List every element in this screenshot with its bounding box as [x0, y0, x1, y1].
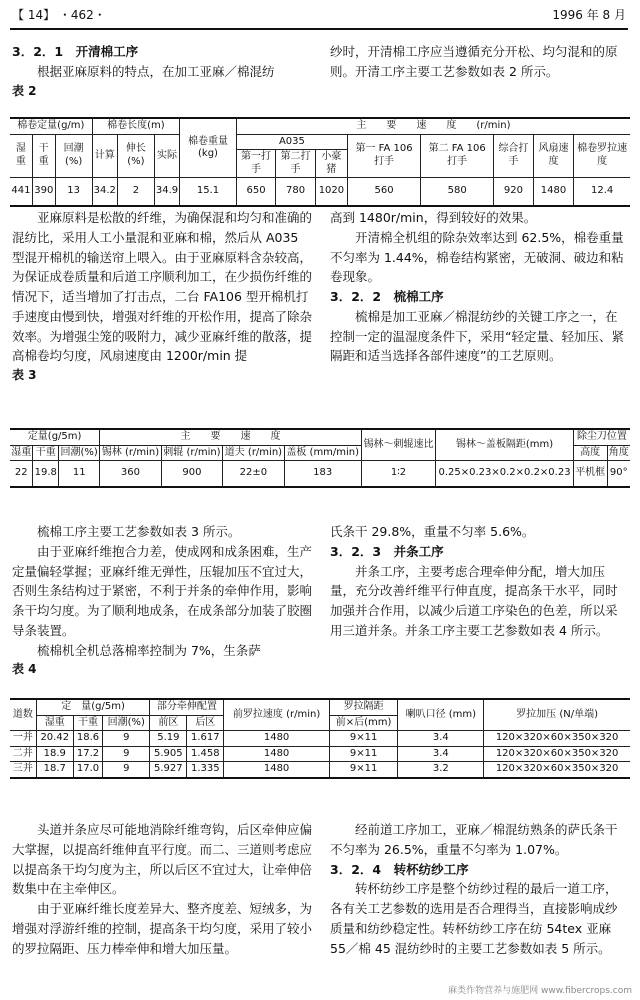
table-cell: 1.335 — [187, 762, 224, 778]
page-number: 【 14】 ・462・ — [12, 8, 106, 22]
section-heading-324: 3．2．4 转杯纺纱工序 — [330, 861, 469, 877]
table-4 — [10, 698, 630, 779]
table-cell: 19.8 — [33, 461, 59, 487]
table-3 — [10, 428, 630, 488]
table-cell: 15.1 — [180, 178, 237, 206]
table-header: 棉卷长度(m) — [92, 118, 180, 134]
table-header: 角度 — [607, 445, 630, 461]
table-cell: 1480 — [224, 762, 330, 778]
table-header: 刺辊 (r/min) — [161, 445, 222, 461]
table-cell: 3.4 — [398, 746, 484, 762]
table-cell: 1020 — [315, 178, 347, 206]
table-header: 干重 — [73, 715, 103, 731]
table-cell: 1480 — [224, 746, 330, 762]
table-cell: 9 — [103, 762, 150, 778]
table-cell: 441 — [10, 178, 32, 206]
table-header: 定 量(g/5m) — [36, 699, 150, 715]
table-cell: 9 — [103, 746, 150, 762]
table-header: A035 — [236, 134, 347, 150]
table-header: 除尘刀位置 — [573, 429, 630, 445]
table-header: 棉卷罗拉速度 — [574, 134, 630, 178]
table-cell: 1480 — [224, 731, 330, 747]
section-heading-323: 3．2．3 并条工序 — [330, 543, 444, 559]
table-cell: 0.25×0.23×0.2×0.2×0.23 — [436, 461, 574, 487]
table-cell: 17.0 — [73, 762, 103, 778]
table-header: 实际 — [154, 134, 179, 178]
table-header: 锡林～刺辊速比 — [361, 429, 435, 461]
table-header: 回潮(%) — [55, 134, 92, 178]
table-header: 回潮(%) — [59, 445, 100, 461]
table-header: 棉卷定量(g/m) — [10, 118, 92, 134]
table-cell: 360 — [100, 461, 161, 487]
text-block-right-2 — [330, 522, 626, 641]
table-header: 棉卷重量(kg) — [180, 118, 237, 178]
table-2 — [10, 117, 630, 207]
table-row — [10, 746, 630, 762]
table-2-caption: 表 2 — [12, 83, 37, 98]
table-row — [10, 461, 630, 487]
table-cell: 二并 — [10, 746, 36, 762]
table-header: 高度 — [573, 445, 607, 461]
table-cell: 580 — [421, 178, 494, 206]
table-header: 前×后(mm) — [329, 715, 398, 731]
paragraph: 并条工序，主要考虑合理牵伸分配，增大加压量，充分改善纤维平行伸直度，提高条干水平，同时加强并合作用，以减少后道工序染色的色差，所以采用三道并条。并条工序主要工艺参数如表 4 所示。 — [330, 563, 618, 638]
table-cell: 9 — [103, 731, 150, 747]
table-cell: 18.6 — [73, 731, 103, 747]
table-header: 喇叭口径 (mm) — [398, 699, 484, 731]
table-header: 风扇速度 — [533, 134, 574, 178]
paragraph: 梳棉是加工亚麻／棉混纺纱的关键工序之一，在控制一定的温湿度条件下，采用“轻定量、轻加压、紧隔距和适当选择各部件速度”的工艺原则。 — [330, 308, 624, 364]
paragraph: 梳棉工序主要工艺参数如表 3 所示。 — [37, 524, 241, 539]
table-header: 湿重 — [36, 715, 73, 731]
table-cell: 90° — [607, 461, 630, 487]
table-header: 小豪猪 — [315, 150, 347, 178]
table-cell: 18.7 — [36, 762, 73, 778]
issue-date: 1996 年 8 月 — [552, 8, 626, 22]
text-block-left-3 — [12, 820, 312, 958]
table-cell: 34.2 — [92, 178, 117, 206]
table-cell: 3.2 — [398, 762, 484, 778]
table-header: 部分牵伸配置 — [150, 699, 224, 715]
table-header: 罗拉隔距 — [329, 699, 398, 715]
table-cell: 5.927 — [150, 762, 187, 778]
table-cell: 2 — [117, 178, 154, 206]
table-cell: 三并 — [10, 762, 36, 778]
section-heading-321: 3．2．1 开清棉工序 — [12, 44, 139, 59]
table-cell: 1480 — [533, 178, 574, 206]
table-cell: 120×320×60×350×320 — [484, 746, 630, 762]
table-cell: 560 — [348, 178, 421, 206]
table-cell: 34.9 — [154, 178, 179, 206]
table-row — [10, 178, 630, 206]
section-321-left — [12, 42, 312, 100]
table-cell: 1.617 — [187, 731, 224, 747]
paragraph: 氏条干 29.8%，重量不匀率 5.6%。 — [330, 524, 535, 539]
table-cell: 120×320×60×350×320 — [484, 731, 630, 747]
table-cell: 20.42 — [36, 731, 73, 747]
table-4-caption: 表 4 — [12, 662, 37, 677]
table-cell: 5.19 — [150, 731, 187, 747]
table-cell: 1∶2 — [361, 461, 435, 487]
table-cell: 12.4 — [574, 178, 630, 206]
table-cell: 780 — [276, 178, 316, 206]
paragraph: 高到 1480r/min，得到较好的效果。 — [330, 210, 537, 225]
paragraph: 开清棉全机组的除杂效率达到 62.5%，棉卷重量不匀率为 1.44%，棉卷结构紧密，无破洞、破边和粘卷现象。 — [330, 229, 624, 285]
table-header: 湿重 — [10, 445, 33, 461]
table-row — [10, 762, 630, 778]
table-header: 道夫 (r/min) — [223, 445, 284, 461]
table-header: 第二打手 — [276, 150, 316, 178]
paragraph: 根据亚麻原料的特点，在加工亚麻／棉混纺 — [37, 63, 275, 79]
table-cell: 183 — [284, 461, 361, 487]
table-cell: 13 — [55, 178, 92, 206]
table-cell: 3.4 — [398, 731, 484, 747]
page-header — [12, 6, 626, 26]
table-cell: 390 — [32, 178, 55, 206]
table-cell: 18.9 — [36, 746, 73, 762]
header-rule — [10, 28, 628, 30]
text-block-right-1 — [330, 208, 626, 366]
table-header: 锡林～盖板隔距(mm) — [436, 429, 574, 461]
paragraph: 纱时，开清棉工序应当遵循充分开松、均匀混和的原则。开清工序主要工艺参数如表 2 所示。 — [330, 44, 618, 79]
table-header: 第一 FA 106 打手 — [348, 134, 421, 178]
text-block-right-3 — [330, 820, 626, 958]
table-cell: 22±0 — [223, 461, 284, 487]
table-header: 锡林 (r/min) — [100, 445, 161, 461]
table-header: 主 要 速 度 — [100, 429, 362, 445]
table-cell: 一并 — [10, 731, 36, 747]
paragraph: 由于亚麻纤维抱合力差，使成网和成条困难，生产定量偏轻掌握；亚麻纤维无弹性，压辊加压不宜过大，否则生条结构过于紧密，不利于并条的牵伸作用，影响条干均匀度。为了顺利地成条，在成条部分加装了胶圈导条装置。 — [12, 543, 313, 638]
table-header: 第二 FA 106 打手 — [421, 134, 494, 178]
table-cell: 650 — [236, 178, 276, 206]
table-cell: 17.2 — [73, 746, 103, 762]
table-header: 后区 — [187, 715, 224, 731]
table-cell: 11 — [59, 461, 100, 487]
table-header: 干重 — [33, 445, 59, 461]
table-header: 回潮(%) — [103, 715, 150, 731]
text-block-left-2 — [12, 522, 312, 679]
table-cell: 9×11 — [329, 731, 398, 747]
table-header: 伸长(%) — [117, 134, 154, 178]
table-cell: 920 — [494, 178, 534, 206]
table-header: 前罗拉速度 (r/min) — [224, 699, 330, 731]
section-321-right — [330, 42, 626, 82]
table-cell: 5.905 — [150, 746, 187, 762]
table-header: 第一打手 — [236, 150, 276, 178]
table-header: 盖板 (mm/min) — [284, 445, 361, 461]
watermark: 麻类作物营养与施肥网 www.fibercrops.com — [448, 985, 632, 996]
section-heading-322: 3．2．2 梳棉工序 — [330, 289, 444, 304]
table-cell: 9×11 — [329, 746, 398, 762]
table-header: 主 要 速 度 (r/min) — [236, 118, 630, 134]
table-header: 计算 — [92, 134, 117, 178]
paragraph: 由于亚麻纤维长度差异大、整齐度差、短绒多，为增强对浮游纤维的控制，提高条干均匀度，采用了较小的罗拉隔距、压力棒牵伸和增大加压量。 — [12, 901, 313, 956]
paragraph: 梳棉机全机总落棉率控制为 7%，生条萨 — [37, 642, 261, 658]
table-cell: 1.458 — [187, 746, 224, 762]
paragraph: 经前道工序加工，亚麻／棉混纺熟条的萨氏条干不匀率为 26.5%，重量不匀率为 1.07%。 — [330, 822, 618, 857]
table-header: 前区 — [150, 715, 187, 731]
table-cell: 120×320×60×350×320 — [484, 762, 630, 778]
text-block-left-1 — [12, 208, 312, 385]
paragraph: 转杯纺纱工序是整个纺纱过程的最后一道工序，各有关工艺参数的选用是否合理得当，直接影响成纱质量和纺纱稳定性。转杯纺纱工序在纺 54tex 亚麻 55／棉 45 混纺纱时的主要工艺参数如表 5 所示。 — [330, 881, 618, 956]
paragraph: 头道并条应尽可能地消除纤维弯钩，后区牵伸应偏大掌握，以提高纤维伸直平行度。而二、三道则考虑应以提高条干均匀度为主，所以后区不宜过大，让牵伸倍数集中在主牵伸区。 — [12, 822, 313, 897]
table-header: 湿重 — [10, 134, 32, 178]
table-header: 综合打手 — [494, 134, 534, 178]
table-cell: 平机框 — [573, 461, 607, 487]
paragraph: 亚麻原料是松散的纤维，为确保混和均匀和准确的混纺比，采用人工小量混和亚麻和棉，然后从 A035 型混开棉机的输送帘上喂入。由于亚麻原料含杂较高，为保证成卷质量和后道工序顺利加工，在少损伤纤维的情况下，适当增加了打击点，二台 FA106 型开棉机打手速度由慢到快，增强对纤维的开松作用，提高了除杂效率。为增强尘笼的吸附力，减少亚麻纤维的散落，提高棉卷均匀度，风扇速度由 1200r/min 提 — [12, 210, 313, 364]
table-header: 定量(g/5m) — [10, 429, 100, 445]
table-row — [10, 731, 630, 747]
table-header: 干重 — [32, 134, 55, 178]
table-header: 道数 — [10, 699, 36, 731]
table-3-caption: 表 3 — [12, 368, 37, 382]
table-cell: 900 — [161, 461, 222, 487]
table-cell: 22 — [10, 461, 33, 487]
table-cell: 9×11 — [329, 762, 398, 778]
table-header: 罗拉加压 (N/单端) — [484, 699, 630, 731]
